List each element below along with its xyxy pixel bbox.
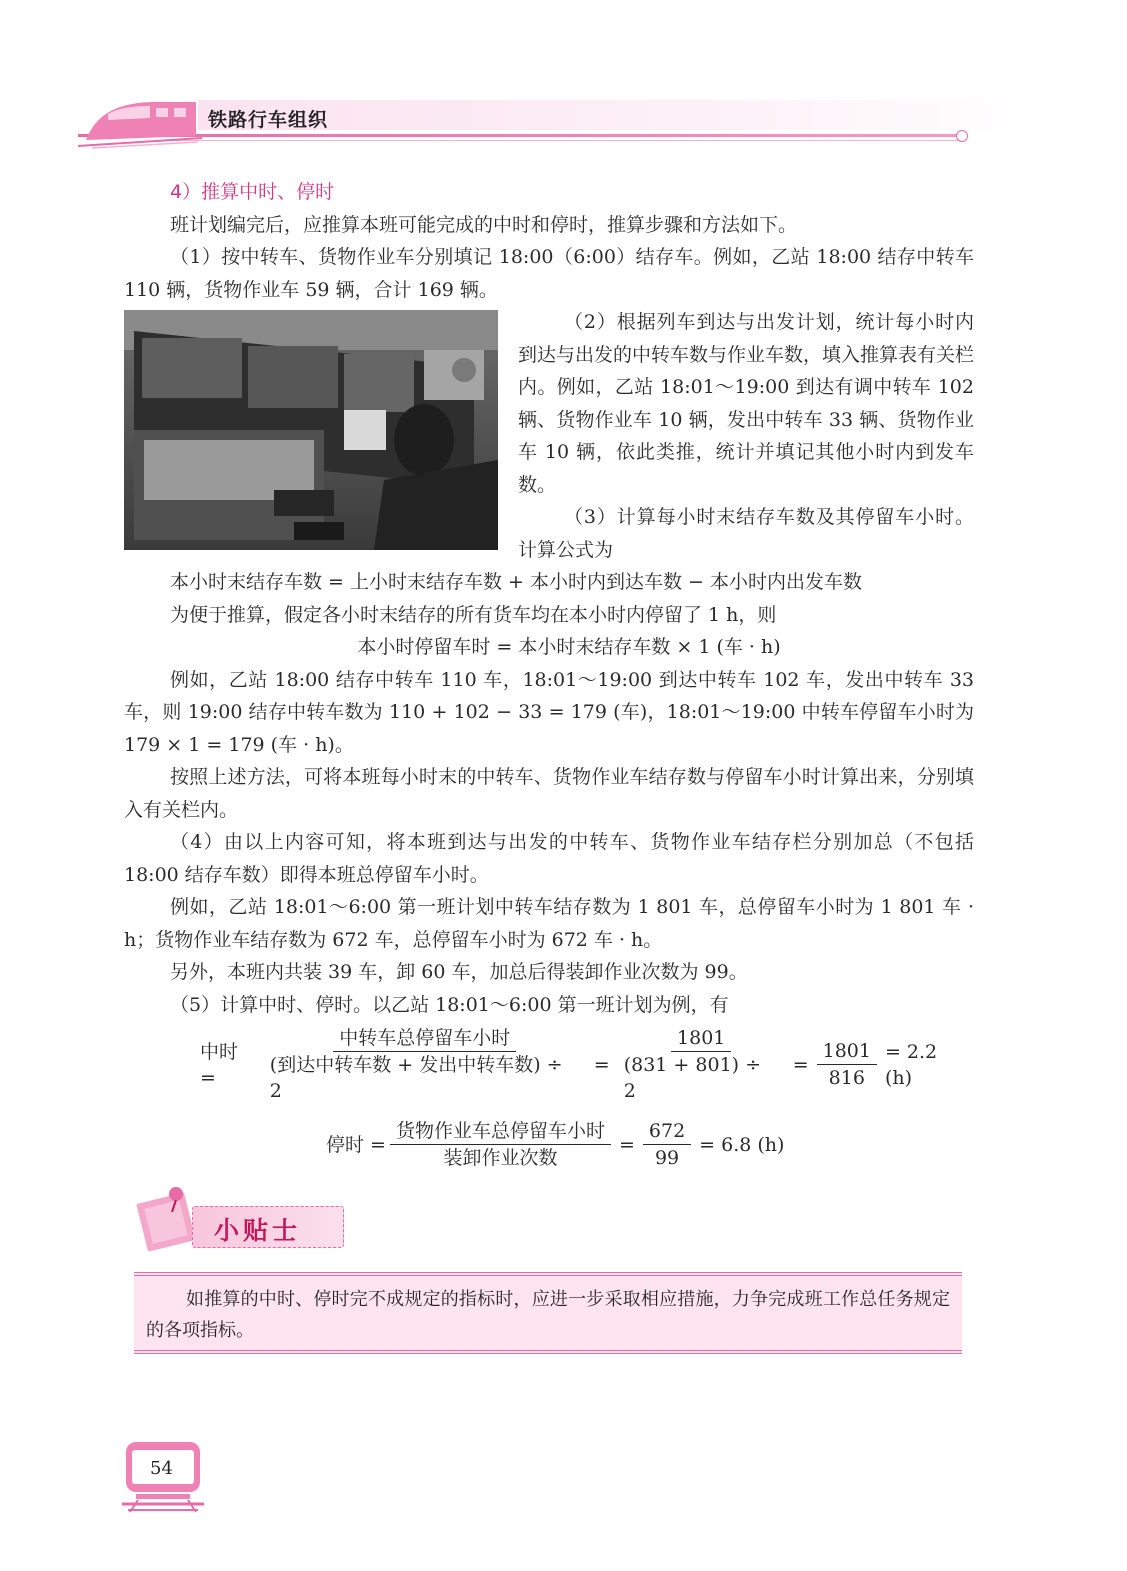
page-number: 54 bbox=[150, 1458, 173, 1479]
paragraph-step-4: （4）由以上内容可知，将本班到达与出发的中转车、货物作业车结存栏分别加总（不包括 18:00 结存车数）即得本班总停留车小时。 bbox=[124, 831, 974, 886]
section-heading: 4）推算中时、停时 bbox=[170, 181, 335, 203]
paragraph-assumption: 为便于推算，假定各小时末结存的所有货车均在本小时内停留了 1 h，则 bbox=[170, 603, 777, 626]
fraction bbox=[618, 1025, 785, 1104]
paragraph-step-5: （5）计算中时、停时。以乙站 18:01～6:00 第一班计划为例，有 bbox=[170, 993, 729, 1016]
header-rule bbox=[78, 134, 960, 137]
equation-stay-time bbox=[326, 1118, 974, 1171]
equals-sign: = bbox=[792, 1053, 809, 1076]
paragraph-step-3: （3）计算每小时末结存车数及其停留车小时。计算公式为 bbox=[518, 506, 974, 561]
tip-badge bbox=[132, 1182, 352, 1258]
equation-lhs: 中时 = bbox=[200, 1040, 239, 1089]
fraction bbox=[390, 1118, 611, 1171]
paragraph-example: 例如，乙站 18:00 结存中转车 110 车，18:01～19:00 到达中转车 102 车，发出中转车 33 车，则 19:00 结存中转车数为 110 + 102 − 33 = 179 (车)，18:01～19:00 中转车停留车小时为 179 × 1 = 179 (车 · h)。 bbox=[124, 668, 974, 756]
page-header bbox=[78, 96, 978, 160]
fraction bbox=[817, 1038, 877, 1091]
tip-text: 如推算的中时、停时完不成规定的指标时，应进一步采取相应措施，力争完成班工作总任务规定的各项指标。 bbox=[146, 1289, 950, 1341]
paragraph-loading: 另外，本班内共装 39 车，卸 60 车，加总后得装卸作业次数为 99。 bbox=[170, 961, 748, 983]
fraction-numerator: 中转车总停留车小时 bbox=[333, 1025, 516, 1052]
paragraph-intro: 班计划编完后，应推算本班可能完成的中时和停时，推算步骤和方法如下。 bbox=[170, 213, 798, 236]
dispatch-center-photo bbox=[124, 310, 498, 550]
fraction-denominator: (到达中转车数 + 发出中转车数) ÷ 2 bbox=[269, 1054, 563, 1102]
equals-sign: = bbox=[593, 1053, 610, 1076]
fraction-numerator: 1801 bbox=[817, 1038, 877, 1065]
equals-sign: = bbox=[618, 1133, 635, 1156]
paragraph-step-2: （2）根据列车到达与出发计划，统计每小时内到达与出发的中转车数与作业车数，填入推算表有关栏内。例如，乙站 18:01～19:00 到达有调中转车 102 辆、货物作业车 10 辆，发出中转车 33 辆、货物作业车 10 辆，依此类推，统计并填记其他小时内到发车数。 bbox=[518, 311, 975, 496]
equation-result: = 2.2 (h) bbox=[884, 1040, 938, 1089]
formula-stay-hours: 本小时停留车时 = 本小时末结存车数 × 1 (车 · h) bbox=[357, 636, 781, 658]
fraction-numerator: 672 bbox=[643, 1118, 691, 1145]
equation-lhs: 停时 = bbox=[326, 1133, 386, 1156]
equation-result: = 6.8 (h) bbox=[699, 1133, 785, 1156]
fraction bbox=[264, 1025, 586, 1104]
train-icon bbox=[78, 96, 208, 156]
header-dot-ornament bbox=[956, 130, 968, 142]
tip-box bbox=[134, 1272, 962, 1354]
page-number-badge bbox=[118, 1438, 208, 1514]
header-rule-thin bbox=[168, 140, 960, 141]
fraction-denominator: 816 bbox=[828, 1067, 865, 1089]
fraction-denominator: 装卸作业次数 bbox=[443, 1147, 558, 1169]
fraction-denominator: (831 + 801) ÷ 2 bbox=[623, 1054, 762, 1102]
book-title: 铁路行车组织 bbox=[208, 109, 329, 131]
fraction bbox=[643, 1118, 691, 1171]
fraction-numerator: 1801 bbox=[671, 1025, 731, 1052]
tip-label: 小贴士 bbox=[214, 1216, 302, 1245]
fraction-denominator: 99 bbox=[654, 1147, 680, 1169]
fraction-numerator: 货物作业车总停留车小时 bbox=[390, 1118, 611, 1145]
equation-transit-time bbox=[200, 1025, 974, 1104]
paragraph-step-1: （1）按中转车、货物作业车分别填记 18:00（6:00）结存车。例如，乙站 18:00 结存中转车 110 辆，货物作业车 59 辆，合计 169 辆。 bbox=[124, 246, 974, 301]
formula-balance: 本小时末结存车数 = 上小时末结存车数 + 本小时内到达车数 − 本小时内出发车数 bbox=[170, 571, 862, 593]
main-content bbox=[124, 176, 974, 1171]
paragraph-method: 按照上述方法，可将本班每小时末的中转车、货物作业车结存数与停留车小时计算出来，分别填入有关栏内。 bbox=[124, 766, 974, 821]
paragraph-example-2: 例如，乙站 18:01～6:00 第一班计划中转车结存数为 1 801 车，总停留车小时为 1 801 车 · h；货物作业车结存数为 672 车，总停留车小时为 672 车 · h。 bbox=[124, 896, 974, 951]
